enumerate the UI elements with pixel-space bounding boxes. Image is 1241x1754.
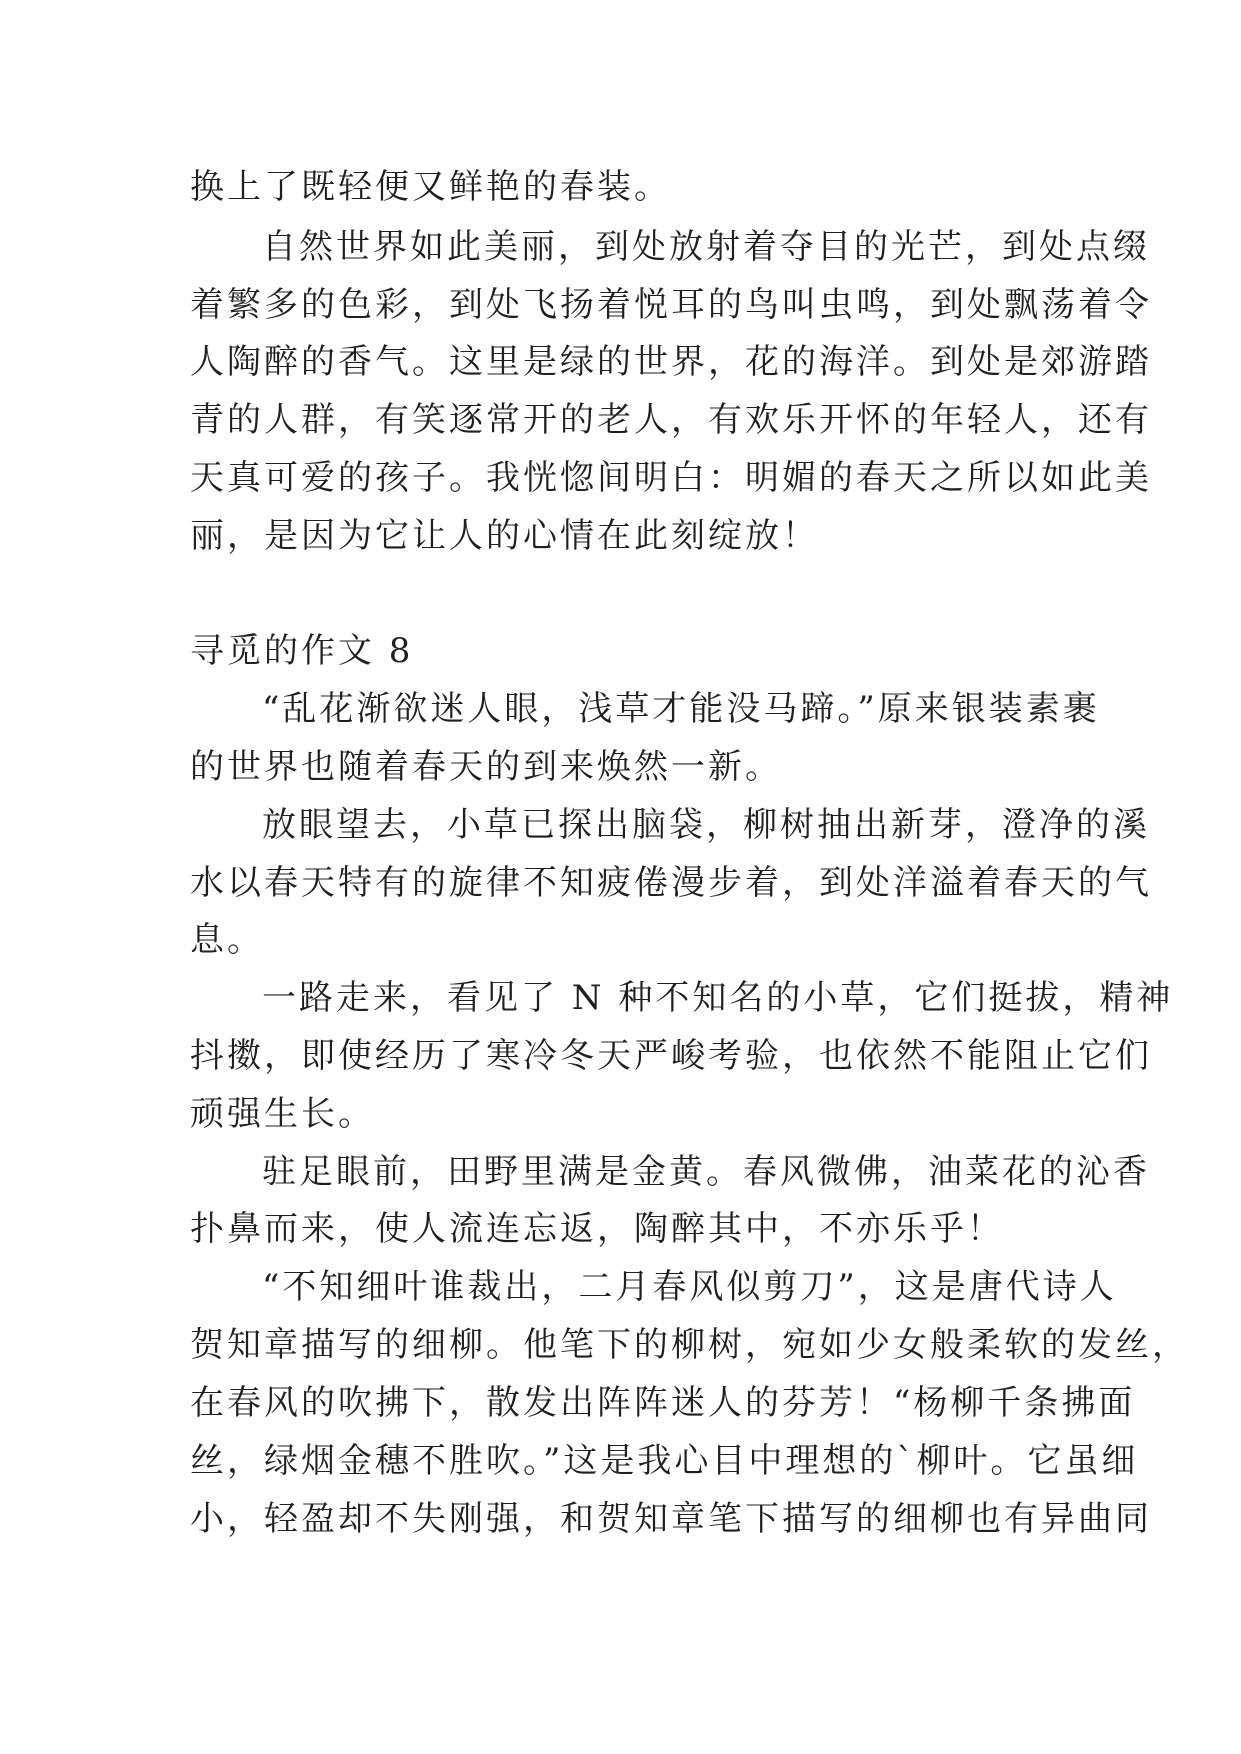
text-line: 着繁多的色彩，到处飞扬着悦耳的鸟叫虫鸣，到处飘荡着令	[190, 285, 1152, 325]
text-line: 水以春天特有的旋律不知疲倦漫步着，到处洋溢着春天的气	[190, 863, 1152, 903]
paragraph-first-line: “乱花渐欲迷人眼，浅草才能没马蹄。”原来银装素裹	[262, 689, 1100, 729]
paragraph-first-line: 放眼望去，小草已探出脑袋，柳树抽出新芽，澄净的溪	[262, 805, 1150, 845]
paragraph-first-line: 一路走来，看见了 N 种不知名的小草，它们挺拔，精神	[262, 978, 1174, 1018]
text-line: 贺知章描写的细柳。他笔下的柳树，宛如少女般柔软的发丝，	[190, 1325, 1189, 1365]
text-line: 人陶醉的香气。这里是绿的世界，花的海洋。到处是郊游踏	[190, 342, 1152, 382]
text-line: 在春风的吹拂下，散发出阵阵迷人的芬芳！“杨柳千条拂面	[190, 1383, 1136, 1423]
paragraph-first-line: 驻足眼前，田野里满是金黄。春风微佛，油菜花的沁香	[262, 1152, 1150, 1192]
text-line: 扑鼻而来，使人流连忘返，陶醉其中，不亦乐乎！	[190, 1209, 1004, 1249]
section-heading: 寻觅的作文 8	[190, 631, 414, 671]
text-line: 顽强生长。	[190, 1094, 375, 1134]
paragraph-first-line: 自然世界如此美丽，到处放射着夺目的光芒，到处点缀	[262, 227, 1150, 267]
text-line: 的世界也随着春天的到来焕然一新。	[190, 747, 782, 787]
text-line: 换上了既轻便又鲜艳的春装。	[190, 167, 671, 207]
paragraph-first-line: “不知细叶谁裁出，二月春风似剪刀”，这是唐代诗人	[262, 1267, 1117, 1307]
text-line: 小，轻盈却不失刚强，和贺知章笔下描写的细柳也有异曲同	[190, 1499, 1152, 1539]
text-line: 青的人群，有笑逐常开的老人，有欢乐开怀的年轻人，还有	[190, 400, 1152, 440]
text-line: 天真可爱的孩子。我恍惚间明白：明媚的春天之所以如此美	[190, 458, 1152, 498]
text-line: 抖擞，即使经历了寒冷冬天严峻考验，也依然不能阻止它们	[190, 1036, 1152, 1076]
text-line: 丽，是因为它让人的心情在此刻绽放！	[190, 516, 819, 556]
text-line: 息。	[190, 920, 264, 960]
text-line: 丝，绿烟金穗不胜吹。”这是我心目中理想的`柳叶。它虽细	[190, 1441, 1139, 1481]
